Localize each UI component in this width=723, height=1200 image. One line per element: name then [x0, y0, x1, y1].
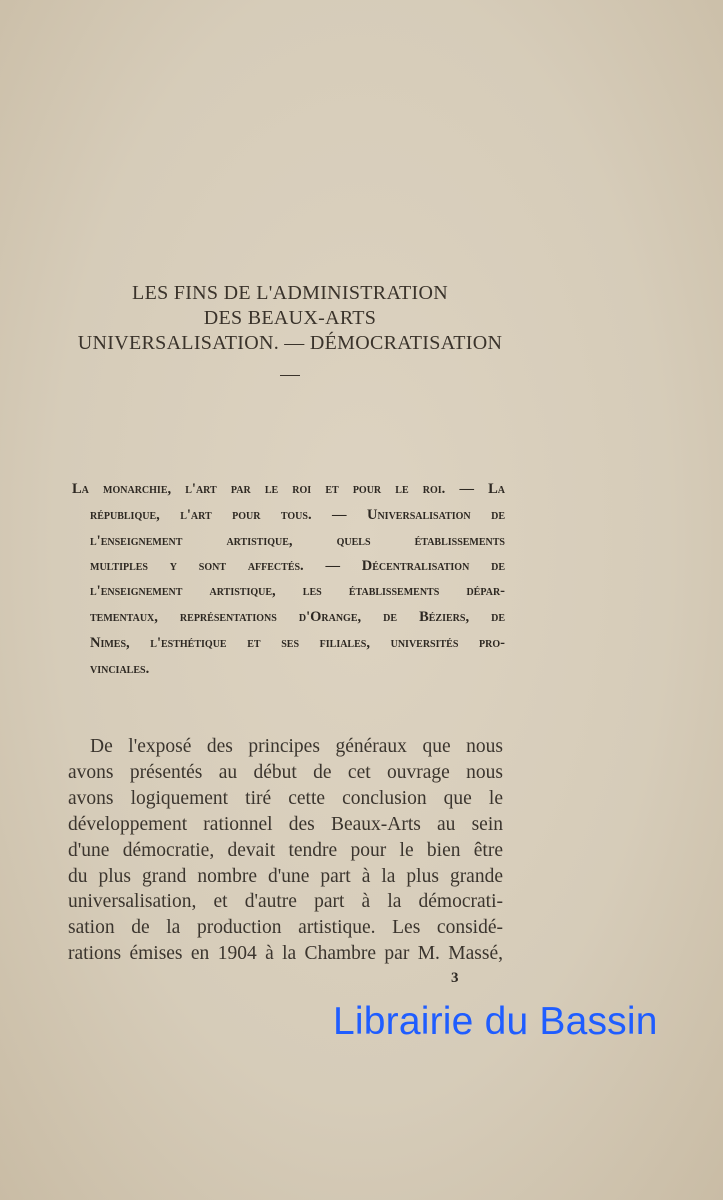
body-line: rations émises en 1904 à la Chambre par M. Massé,: [68, 943, 503, 964]
summary-line: Nimes, l'esthétique et ses filiales, universités pro-: [90, 635, 505, 651]
body-line: sation de la production artistique. Les considé-: [68, 917, 503, 938]
chapter-title-line-2: DES BEAUX-ARTS: [203, 307, 377, 329]
summary-line: vinciales.: [90, 661, 150, 677]
summary-line: l'enseignement artistique, les établissements dépar-: [90, 583, 505, 599]
body-line: De l'exposé des principes généraux que nous: [90, 736, 503, 757]
title-rule: [280, 375, 300, 376]
watermark: Librairie du Bassin: [333, 1000, 658, 1043]
chapter-title-line-1: LES FINS DE L'ADMINISTRATION: [132, 282, 448, 304]
summary-line: république, l'art pour tous. — Universalisation de: [90, 507, 505, 523]
body-line: avons logiquement tiré cette conclusion que le: [68, 788, 503, 809]
summary-line: La monarchie, l'art par le roi et pour le roi. — La: [72, 481, 505, 497]
body-line: du plus grand nombre d'une part à la plus grande: [68, 866, 503, 887]
chapter-title-line-3: UNIVERSALISATION. — DÉMOCRATISATION: [77, 332, 503, 354]
body-line: avons présentés au début de cet ouvrage nous: [68, 762, 503, 783]
page-number: 3: [451, 970, 459, 986]
body-line: universalisation, et d'autre part à la démocrati-: [68, 891, 503, 912]
summary-line: multiples y sont affectés. — Décentralisation de: [90, 558, 505, 574]
body-line: développement rationnel des Beaux-Arts au sein: [68, 814, 503, 835]
body-line: d'une démocratie, devait tendre pour le bien être: [68, 840, 503, 861]
summary-line: tementaux, représentations d'Orange, de Béziers, de: [90, 609, 505, 625]
summary-line: l'enseignement artistique, quels établissements: [90, 533, 505, 549]
